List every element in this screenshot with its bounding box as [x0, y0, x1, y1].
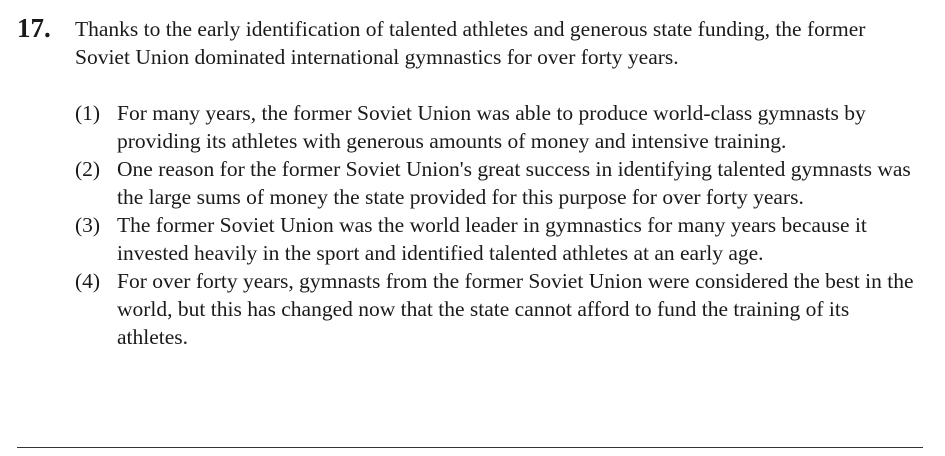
- answer-option-2: [75, 155, 922, 211]
- option-label: (2): [75, 157, 101, 181]
- answer-option-3: [75, 211, 922, 267]
- question-number: 17.: [17, 13, 51, 43]
- option-label: (1): [75, 101, 101, 125]
- option-label: (4): [75, 269, 101, 293]
- option-label: (3): [75, 213, 101, 237]
- answer-option-4: [75, 267, 922, 351]
- answer-option-1: [75, 99, 922, 155]
- question-stem: Thanks to the early identification of talented athletes and generous state funding, the former Soviet Union dominated international gymnastics for over forty years.: [75, 17, 866, 69]
- question-header: [17, 13, 922, 71]
- bottom-divider: [17, 447, 923, 448]
- question-block: [17, 13, 922, 351]
- option-text: The former Soviet Union was the world leader in gymnastics for many years because it invested heavily in the sport and identified talented athletes at an early age.: [117, 213, 867, 265]
- option-text: For over forty years, gymnasts from the former Soviet Union were considered the best in the world, but this has changed now that the state cannot afford to fund the training of its athletes.: [117, 269, 914, 349]
- option-text: For many years, the former Soviet Union was able to produce world-class gymnasts by providing its athletes with generous amounts of money and intensive training.: [117, 101, 866, 153]
- option-text: One reason for the former Soviet Union's great success in identifying talented gymnasts was the large sums of money the state provided for this purpose for over forty years.: [117, 157, 911, 209]
- answer-options: [75, 99, 922, 351]
